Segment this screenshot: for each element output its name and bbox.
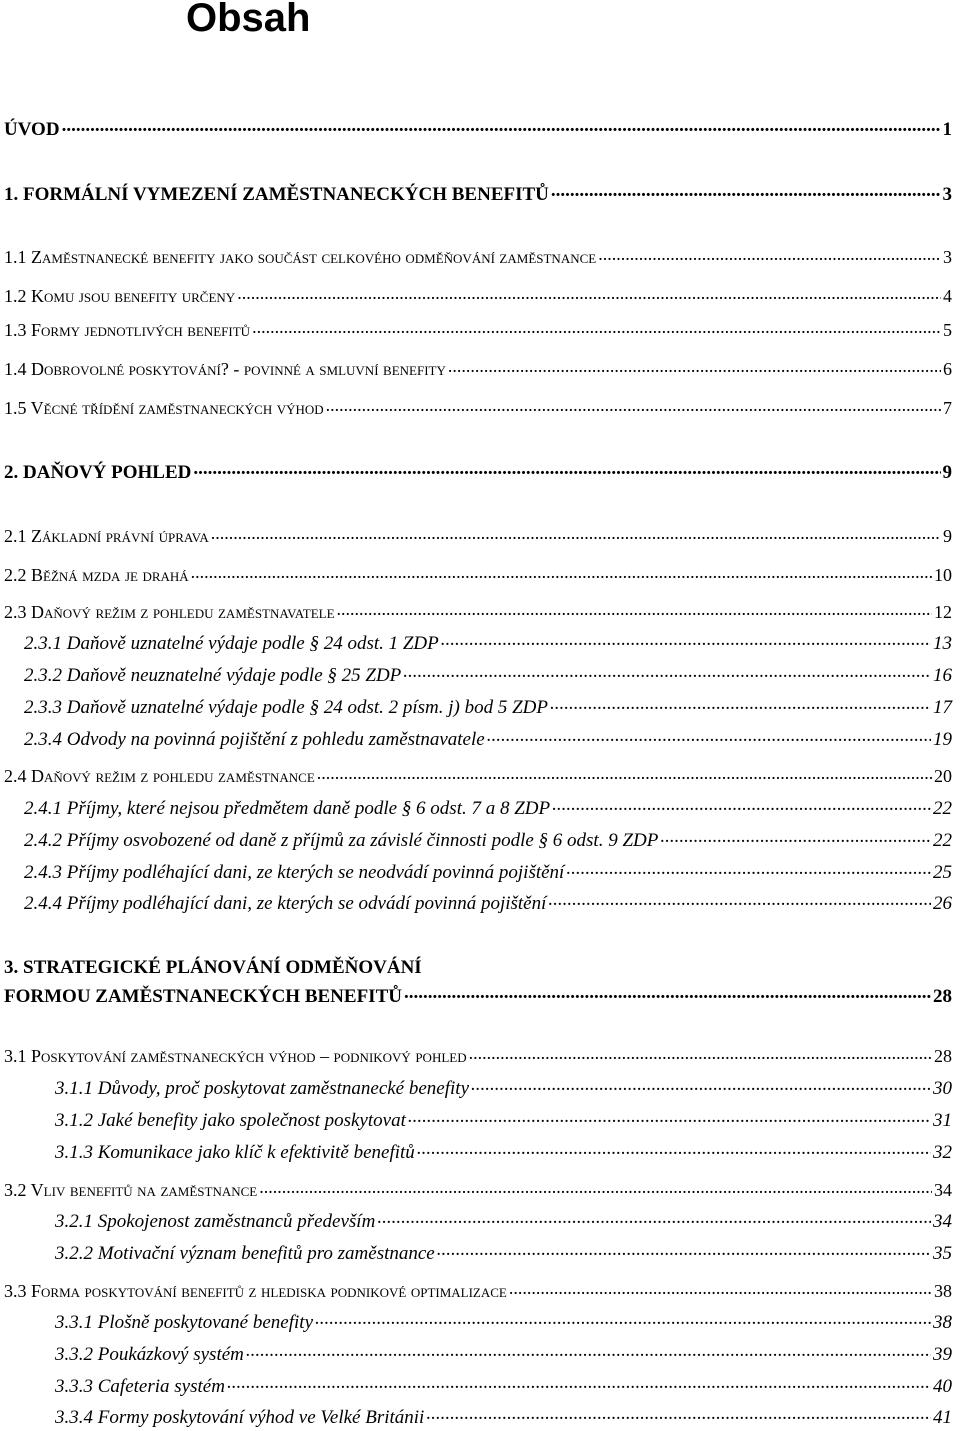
dot-leader (377, 1208, 931, 1227)
toc-entry-3-2-2[interactable] (0, 1240, 960, 1266)
toc-entry-uvod[interactable] (0, 116, 960, 142)
toc-label: 1.1 Zaměstnanecké benefity jako součást celkového odměňování zaměstnance (4, 247, 597, 267)
toc-page-number: 25 (933, 862, 952, 883)
toc-page-number: 6 (943, 359, 952, 379)
dot-leader (437, 1240, 931, 1259)
toc-label: 3.3.2 Poukázkový systém (55, 1344, 244, 1365)
dot-leader (441, 630, 931, 649)
toc-label: 2.4.3 Příjmy podléhající dani, ze kterých se neodvádí povinná pojištění (24, 862, 565, 883)
toc-entry-2-4-1[interactable] (0, 795, 960, 821)
toc-entry-2-4-3[interactable] (0, 859, 960, 885)
toc-entry-3-1[interactable] (0, 1044, 960, 1068)
toc-label: 1.3 Formy jednotlivých benefitů (4, 320, 251, 340)
toc-page-number: 40 (933, 1376, 952, 1397)
toc-label: 3.1 Poskytování zaměstnaneckých výhod – podnikový pohled (4, 1046, 467, 1066)
toc-page-number: 28 (934, 1046, 952, 1066)
toc-label: 2.3 Daňový režim z pohledu zaměstnavatele (4, 602, 335, 622)
toc-label: 3.3.4 Formy poskytování výhod ve Velké Británii (55, 1407, 425, 1428)
toc-page-number: 17 (933, 697, 952, 718)
toc-entry-2-3-4[interactable] (0, 726, 960, 752)
toc-label: ÚVOD (4, 119, 60, 140)
toc-entry-1-1[interactable] (0, 245, 960, 269)
toc-label: 3.2 Vliv benefitů na zaměstnance (4, 1180, 258, 1200)
toc-entry-chapter-1[interactable] (0, 181, 960, 207)
toc-label: 3.1.3 Komunikace jako klíč k efektivitě benefitů (55, 1142, 415, 1163)
toc-label: 2.4.4 Příjmy podléhající dani, ze kterých se odvádí povinná pojištění (24, 893, 547, 914)
toc-page-number: 1 (942, 119, 952, 140)
toc-label: 3.2.1 Spokojenost zaměstnanců především (55, 1211, 376, 1232)
toc-page-number: 19 (933, 729, 952, 750)
toc-page-number: 30 (933, 1078, 952, 1099)
toc-entry-1-2[interactable] (0, 284, 960, 308)
toc-entry-3-3-4[interactable] (0, 1404, 960, 1430)
toc-label: 1.4 Dobrovolné poskytování? - povinné a smluvní benefity (4, 359, 446, 379)
toc-label: 2.3.2 Daňově neuznatelné výdaje podle § 25 ZDP (24, 665, 402, 686)
dot-leader (551, 181, 941, 200)
toc-label: 2.4.2 Příjmy osvobozené od daně z příjmů za závislé činnosti podle § 6 odst. 9 ZDP (24, 830, 659, 851)
toc-page-number: 32 (933, 1142, 952, 1163)
toc-entry-1-4[interactable] (0, 357, 960, 381)
dot-leader (469, 1044, 932, 1062)
dot-leader (403, 662, 931, 681)
toc-page-number: 3 (943, 247, 952, 267)
toc-label: 3.1.1 Důvody, proč poskytovat zaměstnanecké benefity (55, 1078, 470, 1099)
toc-entry-3-2[interactable] (0, 1178, 960, 1202)
toc-page-number: 22 (933, 798, 952, 819)
dot-leader (598, 245, 941, 263)
toc-page-number: 38 (934, 1281, 952, 1301)
toc-label: 2. DAŇOVÝ POHLED (4, 462, 192, 483)
toc-page-number: 39 (933, 1344, 952, 1365)
dot-leader (566, 859, 931, 878)
toc-entry-2-4[interactable] (0, 764, 960, 788)
dot-leader (227, 1373, 931, 1392)
toc-entry-2-3[interactable] (0, 600, 960, 624)
dot-leader (337, 600, 932, 618)
dot-leader (317, 764, 932, 782)
dot-leader (487, 726, 931, 745)
dot-leader (237, 284, 941, 302)
toc-page-number: 38 (933, 1312, 952, 1333)
dot-leader (211, 524, 941, 542)
dot-leader (471, 1075, 931, 1094)
dot-leader (408, 1107, 931, 1126)
toc-label: 2.1 Základní právní úprava (4, 526, 209, 546)
page-title: Obsah (186, 0, 311, 40)
dot-leader (259, 1178, 932, 1196)
dot-leader (326, 396, 941, 414)
toc-entry-2-2[interactable] (0, 563, 960, 587)
toc-page-number: 20 (934, 766, 952, 786)
dot-leader (552, 795, 931, 814)
toc-page-number: 31 (933, 1110, 952, 1131)
toc-page-number: 9 (943, 526, 952, 546)
toc-entry-3-1-3[interactable] (0, 1139, 960, 1165)
toc-page-number: 13 (933, 633, 952, 654)
toc-page-number: 16 (933, 665, 952, 686)
toc-label: 2.3.3 Daňově uznatelné výdaje podle § 24 odst. 2 písm. j) bod 5 ZDP (24, 697, 549, 718)
toc-page-number: 34 (933, 1211, 952, 1232)
toc-page-number: 7 (943, 398, 952, 418)
toc-label: 1. FORMÁLNÍ VYMEZENÍ ZAMĚSTNANECKÝCH BENEFITŮ (4, 184, 549, 205)
dot-leader (404, 983, 931, 1002)
toc-page-number: 5 (943, 320, 952, 340)
toc-entry-chapter-2[interactable] (0, 459, 960, 485)
toc-label: 3.1.2 Jaké benefity jako společnost poskytovat (55, 1110, 406, 1131)
toc-entry-3-2-1[interactable] (0, 1208, 960, 1234)
toc-entry-1-3[interactable] (0, 318, 960, 342)
toc-page-number: 22 (933, 830, 952, 851)
toc-entry-2-3-3[interactable] (0, 694, 960, 720)
toc-entry-3-1-2[interactable] (0, 1107, 960, 1133)
toc-label: FORMOU ZAMĚSTNANECKÝCH BENEFITŮ (4, 986, 402, 1007)
dot-leader (252, 318, 941, 336)
dot-leader (509, 1279, 932, 1297)
toc-label: 2.3.4 Odvody na povinná pojištění z pohledu zaměstnavatele (24, 729, 485, 750)
toc-entry-2-1[interactable] (0, 524, 960, 548)
toc-label: 2.4.1 Příjmy, které nejsou předmětem daně podle § 6 odst. 7 a 8 ZDP (24, 798, 551, 819)
toc-entry-1-5[interactable] (0, 396, 960, 420)
dot-leader (62, 116, 941, 135)
dot-leader (660, 827, 931, 846)
toc-entry-2-4-2[interactable] (0, 827, 960, 853)
toc-label: 2.3.1 Daňově uznatelné výdaje podle § 24 odst. 1 ZDP (24, 633, 439, 654)
toc-page-number: 12 (934, 602, 952, 622)
toc-label: 3.3 Forma poskytování benefitů z hlediska podnikové optimalizace (4, 1281, 507, 1301)
toc-page-number: 35 (933, 1243, 952, 1264)
dot-leader (426, 1404, 931, 1423)
toc-entry-3-3[interactable] (0, 1279, 960, 1303)
toc-label: 1.2 Komu jsou benefity určeny (4, 286, 236, 306)
toc-entry-2-4-4[interactable] (0, 890, 960, 916)
dot-leader (550, 694, 931, 713)
toc-label: 1.5 Věcné třídění zaměstnaneckých výhod (4, 398, 324, 418)
toc-label: 2.2 Běžná mzda je drahá (4, 565, 189, 585)
dot-leader (417, 1139, 931, 1158)
toc-page-number: 34 (934, 1180, 952, 1200)
toc-entry-3-3-3[interactable] (0, 1373, 960, 1399)
toc-entry-3-3-2[interactable] (0, 1341, 960, 1367)
toc-label: 3.3.1 Plošně poskytované benefity (55, 1312, 314, 1333)
toc-page-number: 41 (933, 1407, 952, 1428)
toc-label: 3.2.2 Motivační význam benefitů pro zaměstnance (55, 1243, 435, 1264)
toc-page-number: 9 (942, 462, 952, 483)
dot-leader (193, 459, 940, 478)
toc-page-number: 28 (933, 986, 952, 1007)
toc-page-number: 3 (942, 184, 952, 205)
toc-entry-3-1-1[interactable] (0, 1075, 960, 1101)
toc-entry-chapter-3[interactable] (0, 983, 960, 1009)
toc-label: 3.3.3 Cafeteria systém (55, 1376, 225, 1397)
dot-leader (448, 357, 941, 375)
toc-page-number: 10 (934, 565, 952, 585)
dot-leader (191, 563, 932, 581)
toc-page-number: 26 (933, 893, 952, 914)
toc-entry-2-3-2[interactable] (0, 662, 960, 688)
dot-leader (315, 1309, 931, 1328)
toc-entry-chapter-3-line1[interactable]: 3. STRATEGICKÉ PLÁNOVÁNÍ ODMĚŇOVÁNÍ (4, 957, 422, 978)
dot-leader (246, 1341, 931, 1360)
dot-leader (548, 890, 931, 909)
toc-label: 2.4 Daňový režim z pohledu zaměstnance (4, 766, 315, 786)
toc-page-number: 4 (943, 286, 952, 306)
toc-entry-2-3-1[interactable] (0, 630, 960, 656)
toc-entry-3-3-1[interactable] (0, 1309, 960, 1335)
